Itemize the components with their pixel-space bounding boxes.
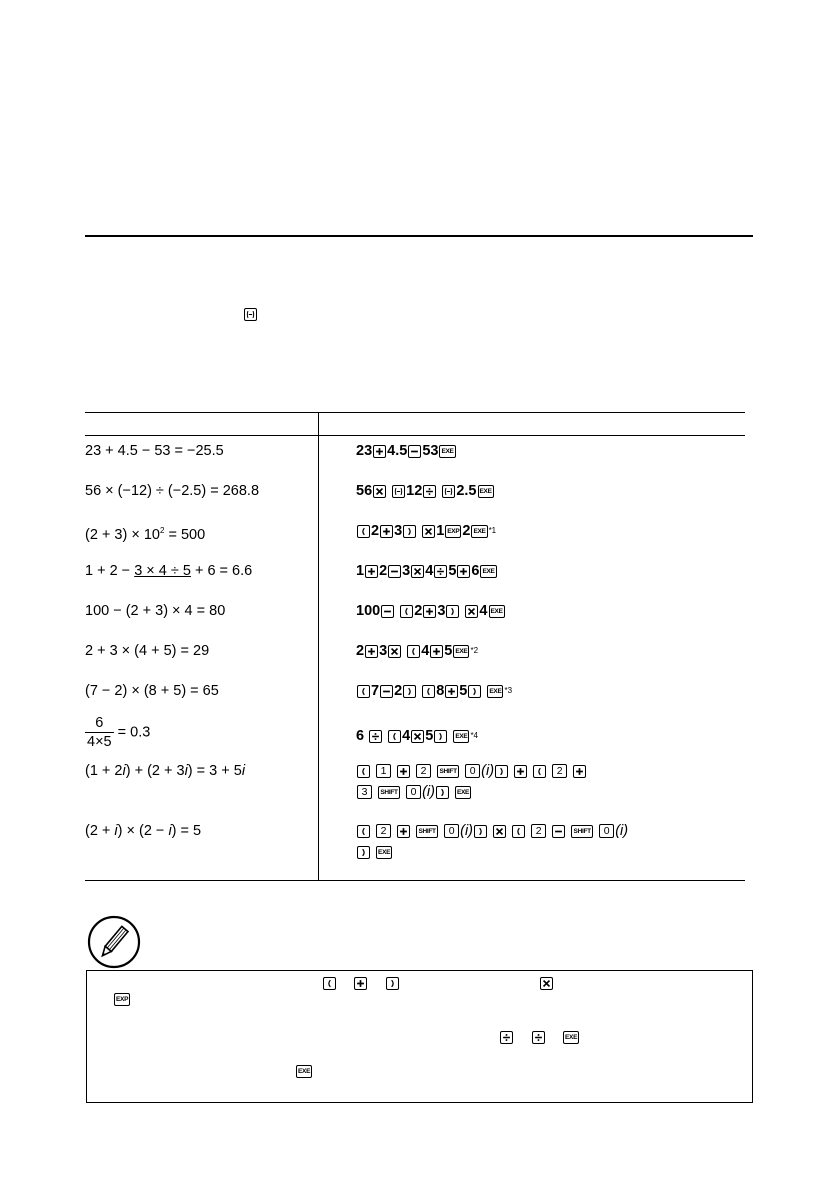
key-2: 2 [416,764,431,778]
exe-key-icon: EXE [478,485,494,498]
keystrokes-row-9-line-2 [356,782,472,802]
open-paren-key-icon [533,765,546,778]
expr-part: ) = 5 [171,823,202,839]
digit: 2 [394,683,403,700]
digit: 4 [402,728,411,745]
exe-key-icon: EXE [296,1065,312,1078]
exe-key-icon: EXE [480,565,496,578]
imaginary-label: (i) [460,823,474,840]
multiply-key-icon [373,485,386,498]
plus-key-icon [397,765,410,778]
digit: 8 [436,683,445,700]
digit: 6 [356,728,365,745]
open-paren-key-icon [400,605,413,618]
table-column-divider [318,412,319,881]
keystrokes-row-10-line-2 [356,842,393,862]
key-3: 3 [357,785,372,799]
digit: 6 [471,563,480,580]
expr-part: ) + (2 + 3 [125,763,185,779]
plus-key-icon [365,645,378,658]
digit: 2 [414,603,423,620]
plus-key-icon [457,565,470,578]
key-0: 0 [444,824,459,838]
expr-part: (2 + [85,823,115,839]
expr-part: ) = 3 + 5 [187,763,242,779]
key-0: 0 [406,785,421,799]
expression-row-7: (7 − 2) × (8 + 5) = 65 [85,683,219,699]
key-1: 1 [376,764,391,778]
divide-key-icon [434,565,447,578]
exe-key-icon: EXE [455,786,471,799]
key-2: 2 [531,824,546,838]
open-paren-key-icon [388,730,401,743]
digit: 3 [437,603,446,620]
keystrokes-row-3 [356,521,496,541]
divide-key-icon [423,485,436,498]
digit: 4 [425,563,434,580]
digit: 5 [444,643,453,660]
imaginary-label: (i) [481,763,495,780]
close-paren-key-icon [434,730,447,743]
imaginary-unit: i [122,763,126,779]
plus-key-icon [365,565,378,578]
imaginary-unit: i [168,823,172,839]
shift-key-icon: SHIFT [437,765,459,778]
digit: 2 [356,643,365,660]
exe-key-icon: EXE [453,730,469,743]
minus-key-icon [408,445,421,458]
exe-key-icon: EXE [563,1031,579,1044]
expression-row-2: 56 × (−12) ÷ (−2.5) = 268.8 [85,483,260,499]
multiply-key-icon [493,825,506,838]
key-2: 2 [376,824,391,838]
imaginary-label: (i) [422,784,435,801]
imaginary-unit: i [114,823,118,839]
divide-key-icon [369,730,382,743]
digit: 4 [479,603,488,620]
expr-part: ) × (2 − [117,823,169,839]
digit: 1 [356,563,365,580]
keystrokes-row-5 [356,601,506,621]
table-bottom-rule [85,880,745,881]
digit: 56 [356,483,373,500]
negative-key-icon [442,485,455,498]
keystrokes-row-6 [356,641,478,661]
keystrokes-row-2 [356,481,495,501]
imaginary-label: (i) [615,823,629,840]
footnote-mark: *3 [504,686,513,696]
multiply-key-icon [411,730,424,743]
minus-key-icon [552,825,565,838]
digit: 3 [379,643,388,660]
expression-row-4 [85,562,252,580]
footnote-mark: *4 [470,731,478,741]
open-paren-key-icon [357,825,370,838]
keystrokes-row-7 [356,681,512,701]
exp-key-icon: EXP [114,993,130,1006]
numerator: 6 [85,714,114,733]
exe-key-icon: EXE [439,445,455,458]
plus-key-icon [514,765,527,778]
imaginary-unit: i [184,763,188,779]
fraction [85,714,114,751]
footnote-mark: *2 [470,646,479,656]
expr-part: = 500 [164,526,206,543]
digit: 100 [356,603,381,620]
exponent: 2 [159,526,165,535]
digit: 2 [371,523,380,540]
expression-row-10 [85,822,201,840]
open-paren-key-icon [422,685,435,698]
open-paren-key-icon [357,525,370,538]
table-top-rule [85,412,745,413]
close-paren-key-icon [474,825,487,838]
plus-key-icon [430,645,443,658]
close-paren-key-icon [403,525,416,538]
keystrokes-row-1 [356,441,457,461]
digit: 7 [371,683,380,700]
keystrokes-row-10-line-1 [356,821,628,841]
keystrokes-row-4 [356,561,498,581]
divide-key-icon [532,1031,545,1044]
top-rule [85,235,753,237]
expression-row-9 [85,762,245,780]
expression-row-3 [85,522,205,544]
plus-key-icon [380,525,393,538]
open-paren-key-icon [357,685,370,698]
digit: 2.5 [456,483,477,500]
close-paren-key-icon [495,765,508,778]
exe-key-icon: EXE [453,645,469,658]
imaginary-unit: i [241,763,246,779]
multiply-key-icon [411,565,424,578]
exe-key-icon: EXE [487,685,503,698]
shift-key-icon: SHIFT [378,786,400,799]
expr-part: (2 + 3) × 10 [85,526,160,543]
expression-row-5: 100 − (2 + 3) × 4 = 80 [85,603,226,619]
negative-key-icon [244,308,257,321]
multiply-key-icon [388,645,401,658]
digit: 1 [436,523,445,540]
footnote-mark: *1 [488,526,497,536]
digit: 4.5 [387,443,408,460]
expr-part: + 6 = 6.6 [190,563,253,579]
multiply-key-icon [465,605,478,618]
exp-key-icon: EXP [445,525,461,538]
close-paren-key-icon [436,786,449,799]
minus-key-icon [381,605,394,618]
keystrokes-row-9-line-1 [356,761,587,781]
minus-key-icon [388,565,401,578]
key-2: 2 [552,764,567,778]
close-paren-key-icon [468,685,481,698]
expression-row-1: 23 + 4.5 − 53 = −25.5 [85,443,224,459]
plus-key-icon [354,977,367,990]
key-0: 0 [599,824,614,838]
digit: 2 [462,523,471,540]
shift-key-icon: SHIFT [416,825,438,838]
close-paren-key-icon [403,685,416,698]
exe-key-icon: EXE [471,525,487,538]
digit: 2 [379,563,388,580]
table-header-rule [85,435,745,436]
pencil-note-icon [86,914,142,970]
plus-key-icon [573,765,586,778]
digit: 5 [425,728,434,745]
expr-underlined: 3 × 4 ÷ 5 [134,563,191,579]
digit: 3 [394,523,403,540]
negative-key-icon [392,485,405,498]
digit: 4 [421,643,430,660]
expression-row-6: 2 + 3 × (4 + 5) = 29 [85,643,210,659]
digit: 53 [422,443,439,460]
digit: 12 [406,483,423,500]
open-paren-key-icon [512,825,525,838]
open-paren-key-icon [357,765,370,778]
close-paren-key-icon [357,846,370,859]
note-box [86,970,753,1103]
divide-key-icon [500,1031,513,1044]
expr-part: 1 + 2 − [85,563,135,579]
key-0: 0 [465,764,480,778]
minus-key-icon [380,685,393,698]
plus-key-icon [423,605,436,618]
digit: 23 [356,443,373,460]
close-paren-key-icon [446,605,459,618]
expr-part: (1 + 2 [85,763,123,779]
open-paren-key-icon [323,977,336,990]
plus-key-icon [397,825,410,838]
exe-key-icon: EXE [376,846,392,859]
keystrokes-row-8 [356,726,478,746]
digit: 5 [459,683,468,700]
plus-key-icon [445,685,458,698]
plus-key-icon [373,445,386,458]
multiply-key-icon [422,525,435,538]
multiply-key-icon [540,977,553,990]
close-paren-key-icon [386,977,399,990]
shift-key-icon: SHIFT [571,825,593,838]
denominator: 4×5 [87,734,112,750]
exe-key-icon: EXE [489,605,505,618]
expression-row-8 [85,714,150,751]
digit: 3 [402,563,411,580]
fraction-result: = 0.3 [117,724,151,741]
digit: 5 [448,563,457,580]
open-paren-key-icon [407,645,420,658]
